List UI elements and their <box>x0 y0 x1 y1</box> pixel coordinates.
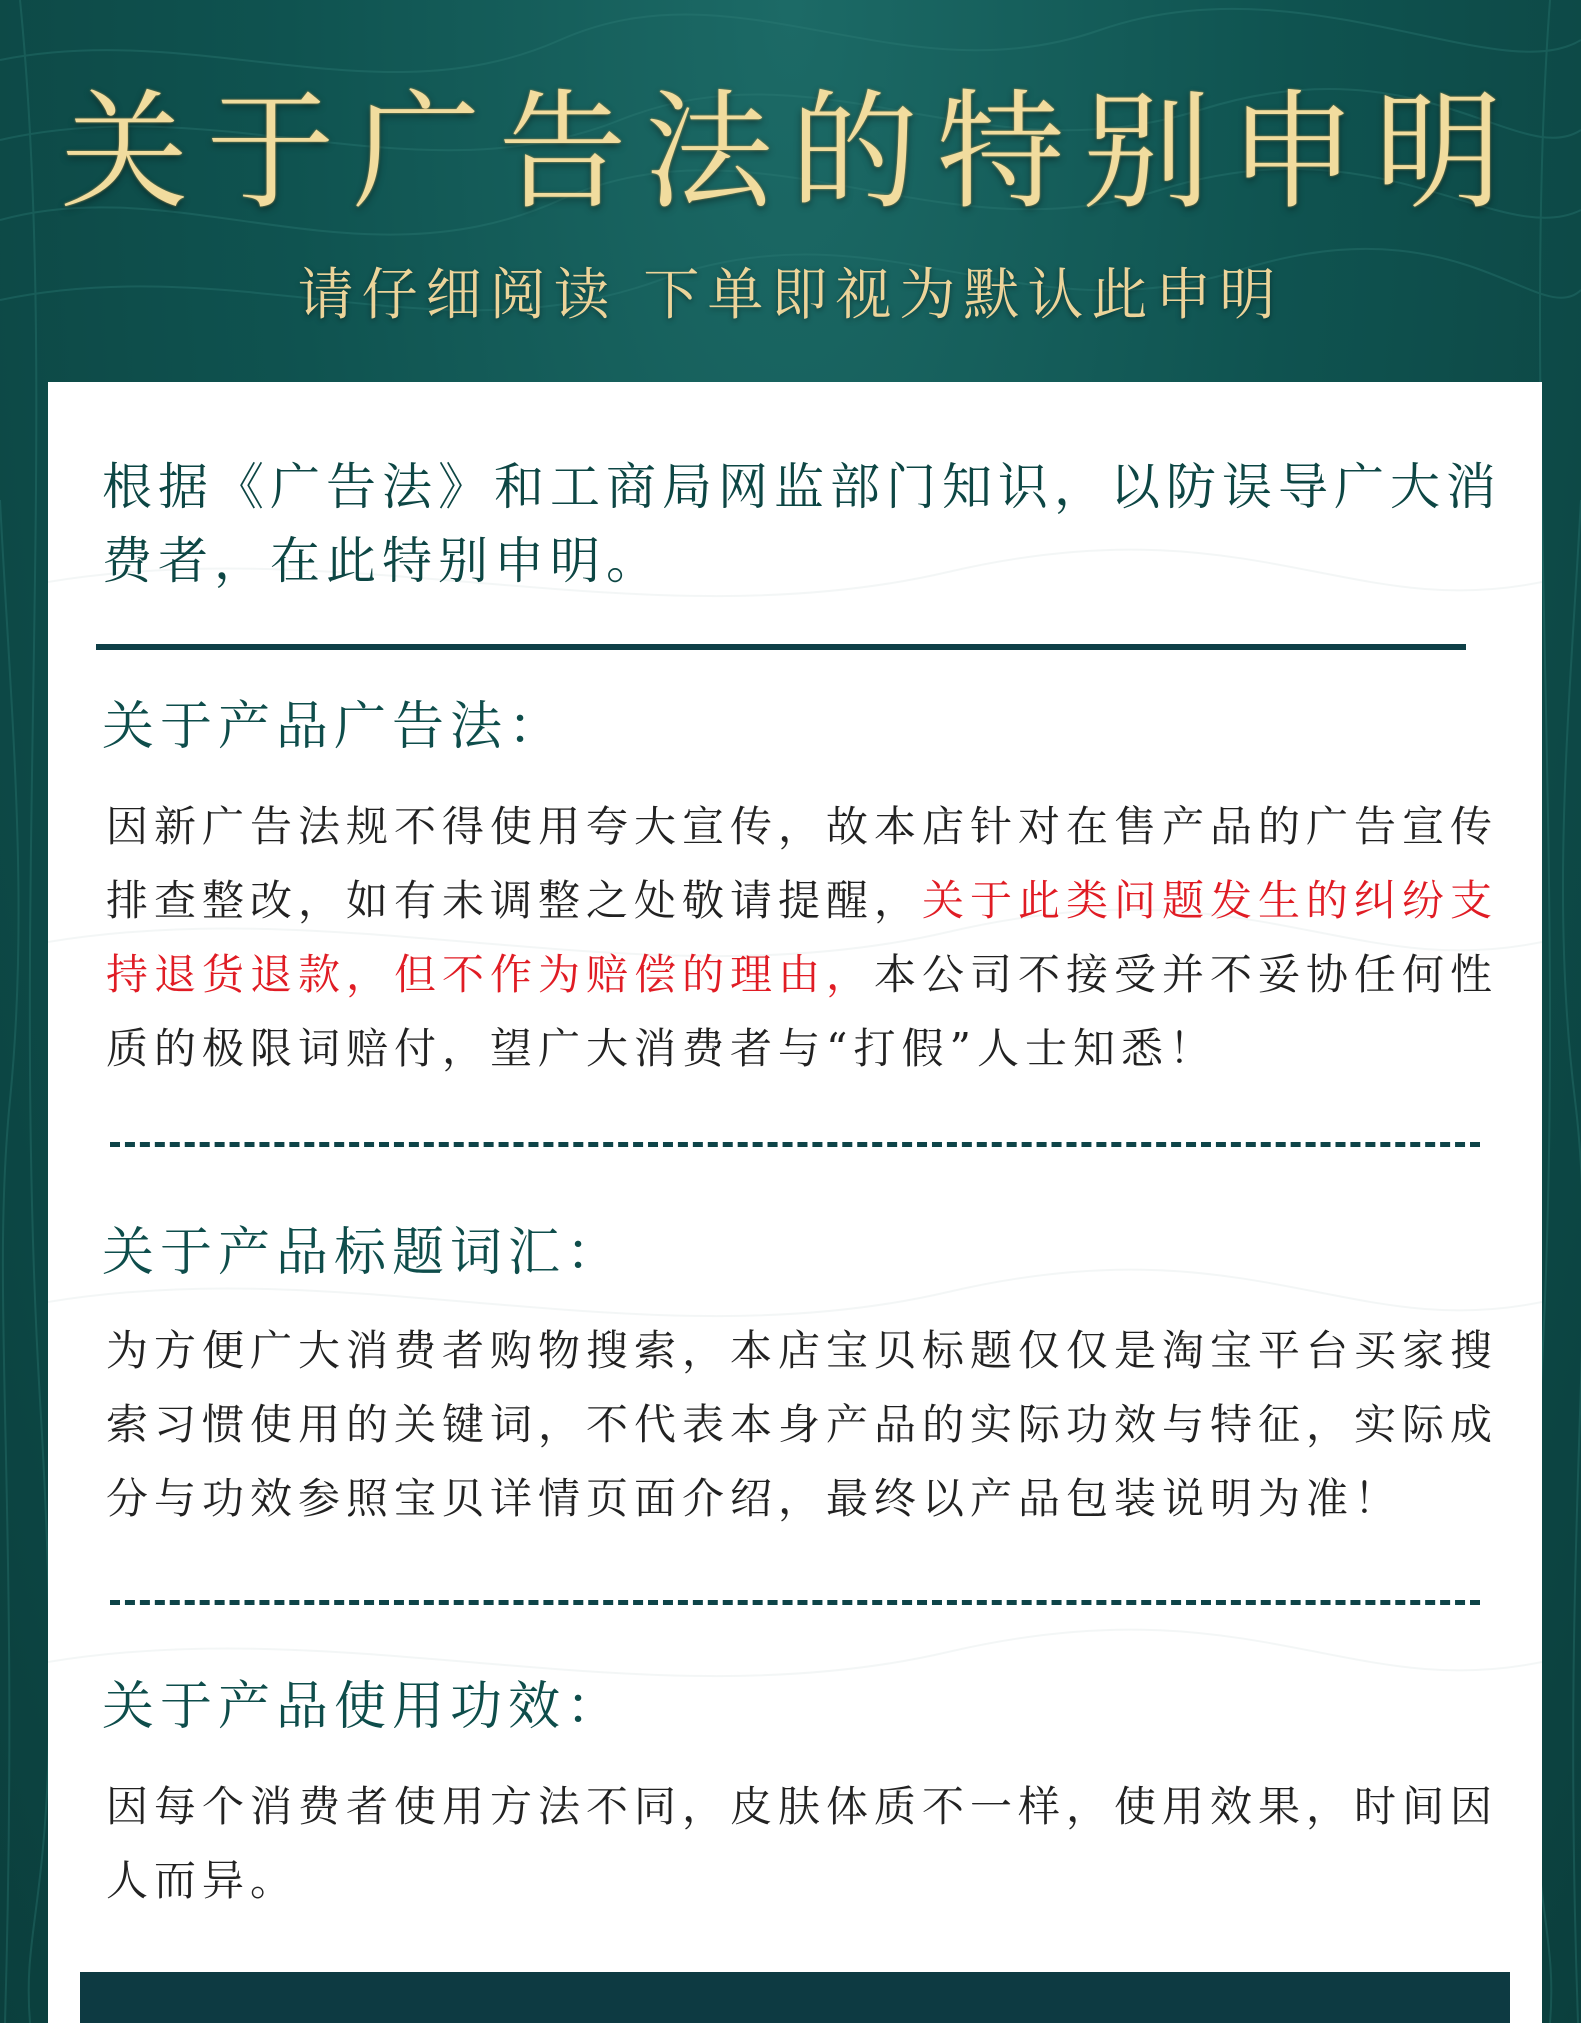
section-heading-efficacy: 关于产品使用功效： <box>102 1677 625 1737</box>
body-text: 因新广告法规不得使用夸大宣传，故本店针对在售产品的广告宣传排查整改，如有未调整之处敬请提醒， <box>106 802 1499 925</box>
dashed-divider <box>110 1142 1480 1147</box>
divider <box>96 644 1466 650</box>
page-title: 关于广告法的特别申明 <box>60 78 1521 227</box>
section-body-efficacy: 因每个消费者使用方法不同，皮肤体质不一样，使用效果，时间因人而异。 <box>106 1782 1499 1905</box>
page-subtitle: 请仔细阅读 下单即视为默认此申明 <box>297 263 1284 328</box>
section-body-title-words: 为方便广大消费者购物搜索，本店宝贝标题仅仅是淘宝平台买家搜索习惯使用的关键词，不代表本身产品的实际功效与特征，实际成分与功效参照宝贝详情页面介绍，最终以产品包装说明为准！ <box>106 1326 1499 1523</box>
bottom-banner <box>80 1972 1510 2023</box>
highlight-text: 关于此类问题发生的纠纷支持退货退款，但不作为赔偿的理由， <box>106 876 1499 999</box>
body-text: 本公司不接受并不妥协任何性质的极限词赔付，望广大消费者与“打假”人士知悉！ <box>106 950 1499 1073</box>
dashed-divider <box>110 1600 1480 1605</box>
statement-card <box>48 382 1542 2023</box>
section-body-ad-law <box>106 790 1506 1086</box>
intro-paragraph: 根据《广告法》和工商局网监部门知识，以防误导广大消费者，在此特别申明。 <box>102 458 1502 590</box>
section-heading-ad-law: 关于产品广告法： <box>102 697 567 757</box>
section-heading-title-words: 关于产品标题词汇： <box>102 1223 625 1283</box>
